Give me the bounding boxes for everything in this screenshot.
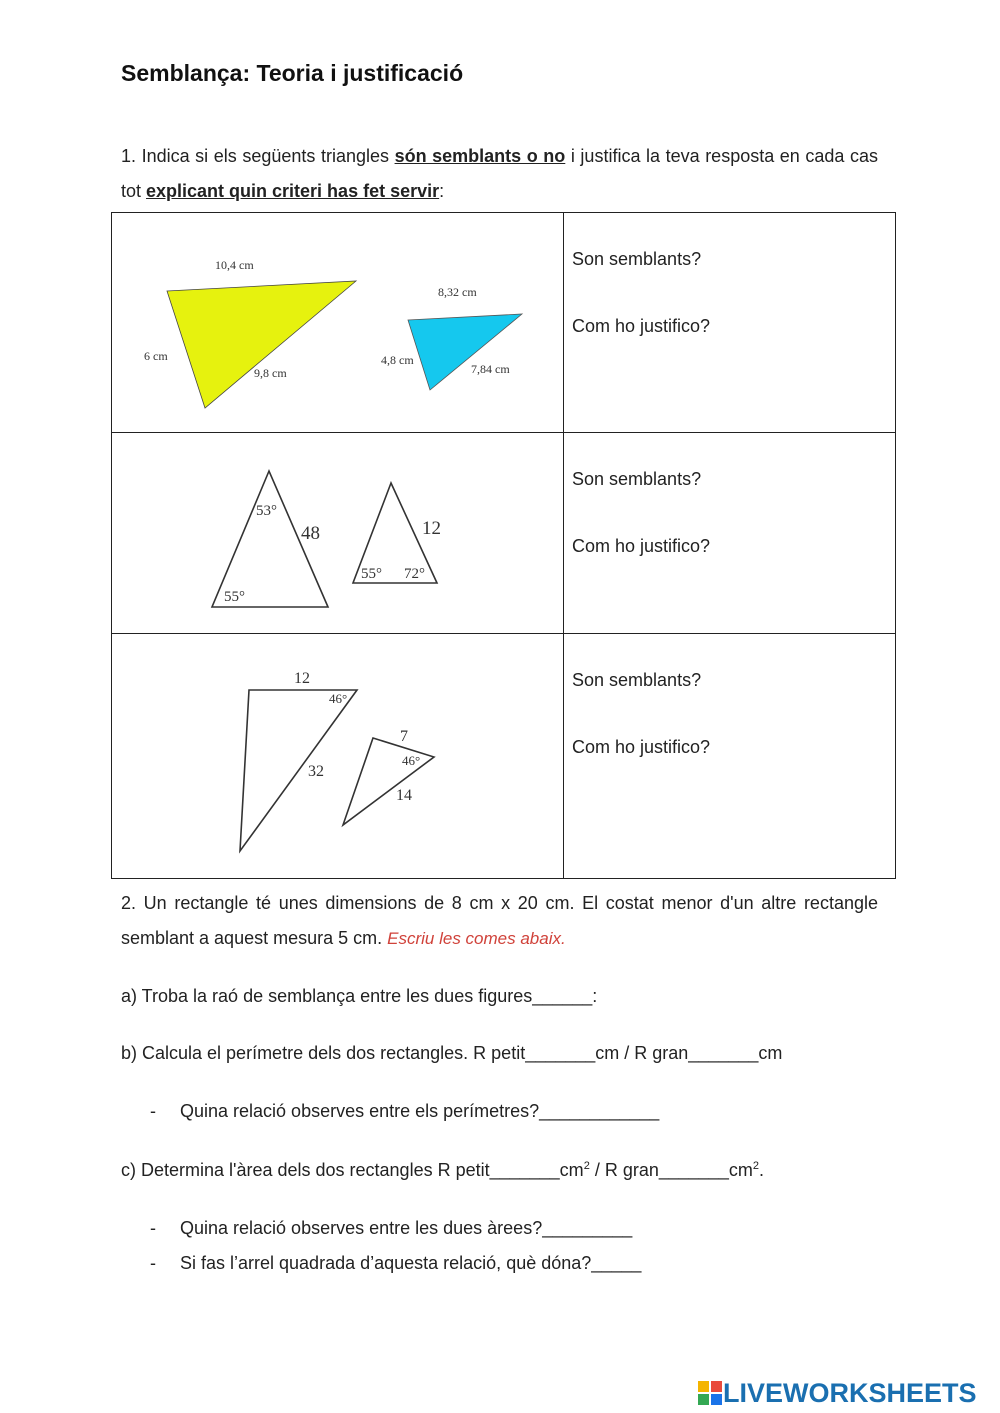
figure-cell-2 [112,433,564,634]
label-yellow-left: 6 cm [144,349,168,363]
label-yellow-bottom: 9,8 cm [254,366,287,380]
question-similar-2: Son semblants? [572,469,702,489]
bullet-dash: - [150,1218,156,1238]
label-small-side: 14 [396,787,412,804]
figure-cell-1 [112,213,564,433]
liveworksheets-icon [697,1380,723,1406]
question-similar-1: Son semblants? [572,249,702,269]
label-small-angle-right: 72° [404,566,425,582]
label-large-angle-top: 53° [256,503,277,519]
triangles-figure-3 [112,634,563,873]
bullet-item [121,1101,659,1122]
label-large-angle: 46° [329,691,348,706]
q2-hint: Escriu les comes abaix. [387,929,566,948]
answer-cell-2 [564,433,896,634]
logo-text: LIVEWORKSHEETS [723,1377,977,1408]
bullet-text: Quina relació observes entre els perímetres?____________ [180,1101,660,1121]
q2-text: 2. Un rectangle té unes dimensions de 8 cm x 20 cm. El costat menor d'un altre rectangle semblant a aquest mesura 5 cm. [121,893,878,948]
question-1 [121,139,878,209]
question-justify-1: Com ho justifico? [572,316,711,336]
q1-emphasis-similar: són semblants o no [394,146,566,166]
triangles-table [111,212,896,879]
question-similar-3: Son semblants? [572,670,702,690]
triangles-figure-1 [112,213,563,427]
liveworksheets-logo [697,1375,977,1411]
label-large-hypotenuse: 32 [308,763,324,780]
table-row [112,433,896,634]
triangle-small [343,738,434,825]
q2c-text-1: c) Determina l'àrea dels dos rectangles R petit_______cm [121,1160,584,1180]
label-small-side: 12 [422,518,441,539]
label-large-top: 12 [294,670,310,687]
bullet-text: Quina relació observes entre les dues àrees?_________ [180,1218,633,1238]
triangles-figure-2 [112,433,563,628]
cyan-triangle [408,314,522,390]
question-2 [121,886,878,956]
q2c-text-3: . [759,1160,765,1180]
question-2a: a) Troba la raó de semblança entre les dues figures______: [121,986,598,1006]
table-row [112,213,896,433]
label-cyan-top: 8,32 cm [438,285,477,299]
bullet-item [121,1253,641,1274]
label-cyan-left: 4,8 cm [381,353,414,367]
q1-text-middle: i justifica la teva resposta en cada cas tot [121,146,878,201]
yellow-triangle [167,281,356,408]
answer-cell-1 [564,213,896,433]
q1-text-end: : [439,181,445,201]
figure-cell-3 [112,634,564,879]
answer-cell-3 [564,634,896,879]
bullet-item [121,1218,632,1239]
question-justify-3: Com ho justifico? [572,737,711,757]
label-large-side: 48 [301,523,320,544]
table-row [112,634,896,879]
label-small-angle-left: 55° [361,566,382,582]
page-title: Semblança: Teoria i justificació [121,60,464,86]
bullet-text: Si fas l’arrel quadrada d’aquesta relació, què dóna?_____ [180,1253,642,1273]
bullet-dash: - [150,1253,156,1273]
q1-emphasis-criterion: explicant quin criteri has fet servir [146,181,440,201]
question-2c [121,1160,764,1181]
q2c-sup-1: 2 [583,1160,590,1172]
q1-text-start: 1. Indica si els següents triangles [121,146,395,166]
triangle-large [240,690,357,851]
label-small-angle: 46° [402,753,421,768]
q2c-text-2: / R gran_______cm [589,1160,753,1180]
label-small-top: 7 [400,728,408,745]
q2c-sup-2: 2 [752,1160,760,1172]
label-cyan-right: 7,84 cm [471,362,510,376]
bullet-dash: - [150,1101,156,1121]
label-large-angle-bottom: 55° [224,589,245,605]
question-2b: b) Calcula el perímetre dels dos rectangles. R petit_______cm / R gran_______cm [121,1043,783,1063]
label-yellow-top: 10,4 cm [215,258,254,272]
question-justify-2: Com ho justifico? [572,536,711,556]
